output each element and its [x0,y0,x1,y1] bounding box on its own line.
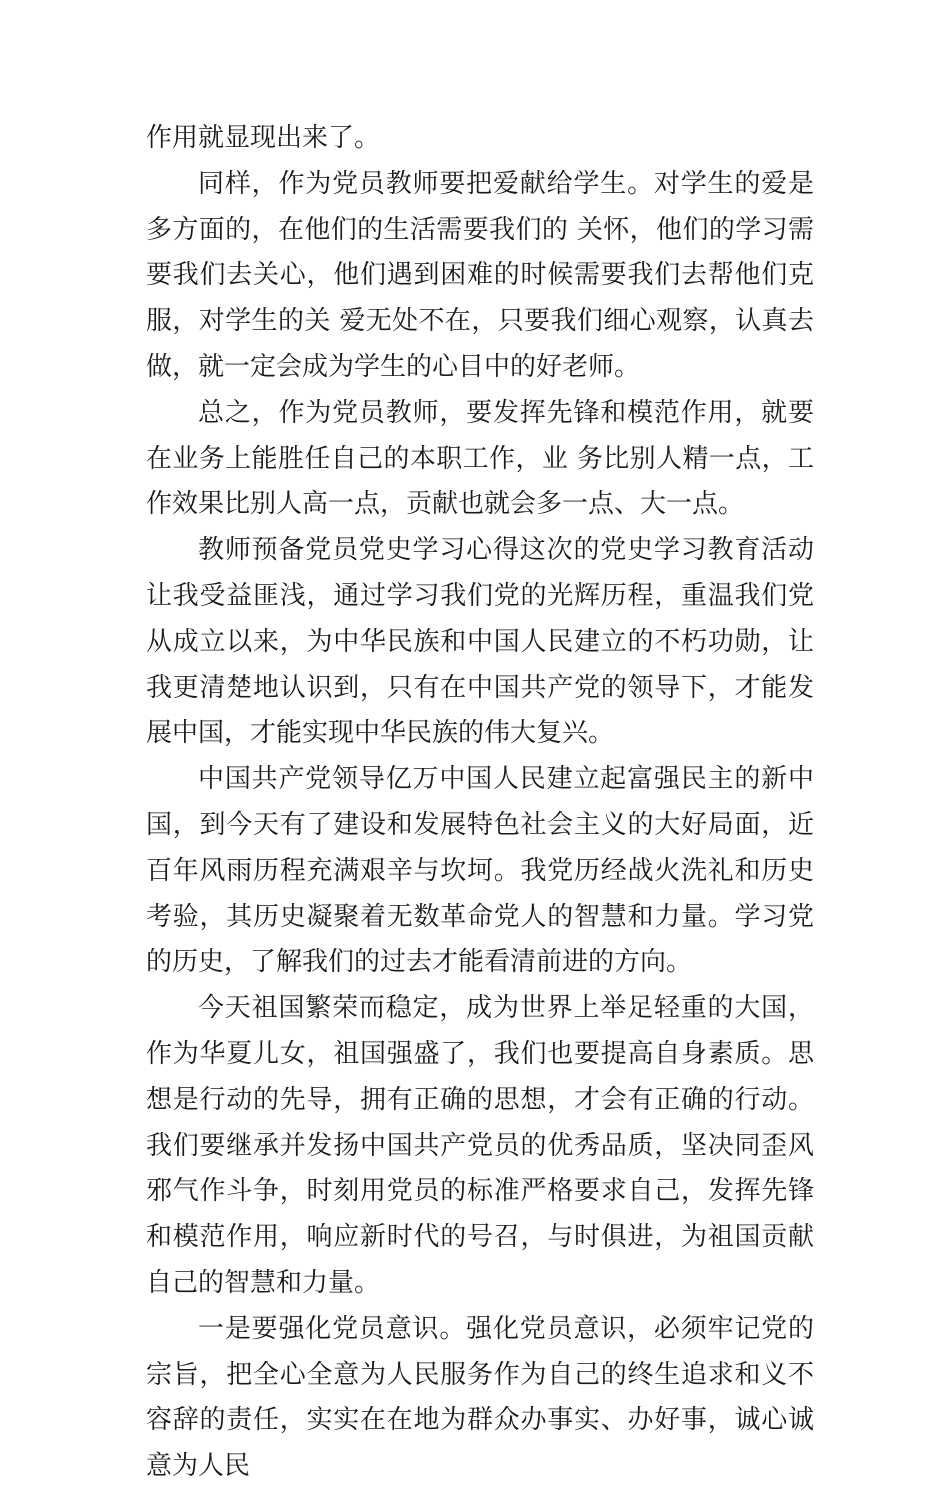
paragraph-7: 一是要强化党员意识。强化党员意识，必须牢记党的宗旨，把全心全意为人民服务作为自己的终生追求和义不容辞的责任，实实在在地为群众办事实、办好事，诚心诚意为人民 [146,1313,814,1482]
paragraph-3: 总之，作为党员教师，要发挥先锋和模范作用，就要在业务上能胜任自己的本职工作，业 务比别人精一点，工作效果比别人高一点，贡献也就会多一点、大一点。 [146,397,814,520]
paragraph-5: 中国共产党领导亿万中国人民建立起富强民主的新中国，到今天有了建设和发展特色社会主义的大好局面，近百年风雨历程充满艰辛与坎坷。我党历经战火洗礼和历史考验，其历史凝聚着无数革命党人的智慧和力量。学习党的历史，了解我们的过去才能看清前进的方向。 [146,764,814,978]
document-body [146,116,814,1490]
paragraph-1: 作用就显现出来了。 [146,123,381,153]
paragraph-2: 同样，作为党员教师要把爱献给学生。对学生的爱是多方面的，在他们的生活需要我们的 关怀，他们的学习需要我们去关心，他们遇到困难的时候需要我们去帮他们克服，对学生的关 爱无处不在，只要我们细心观察，认真去做，就一定会成为学生的心目中的好老师。 [146,168,814,382]
paragraph-4: 教师预备党员党史学习心得这次的党史学习教育活动让我受益匪浅，通过学习我们党的光辉历程，重温我们党从成立以来，为中华民族和中国人民建立的不朽功勋，让我更清楚地认识到，只有在中国共产党的领导下，才能发展中国，才能实现中华民族的伟大复兴。 [146,535,814,749]
paragraph-6: 今天祖国繁荣而稳定，成为世界上举足轻重的大国，作为华夏儿女，祖国强盛了，我们也要提高自身素质。思想是行动的先导，拥有正确的思想，才会有正确的行动。我们要继承并发扬中国共产党员的优秀品质，坚决同歪风邪气作斗争，时刻用党员的标准严格要求自己，发挥先锋和模范作用，响应新时代的号召，与时俱进，为祖国贡献自己的智慧和力量。 [146,993,814,1298]
